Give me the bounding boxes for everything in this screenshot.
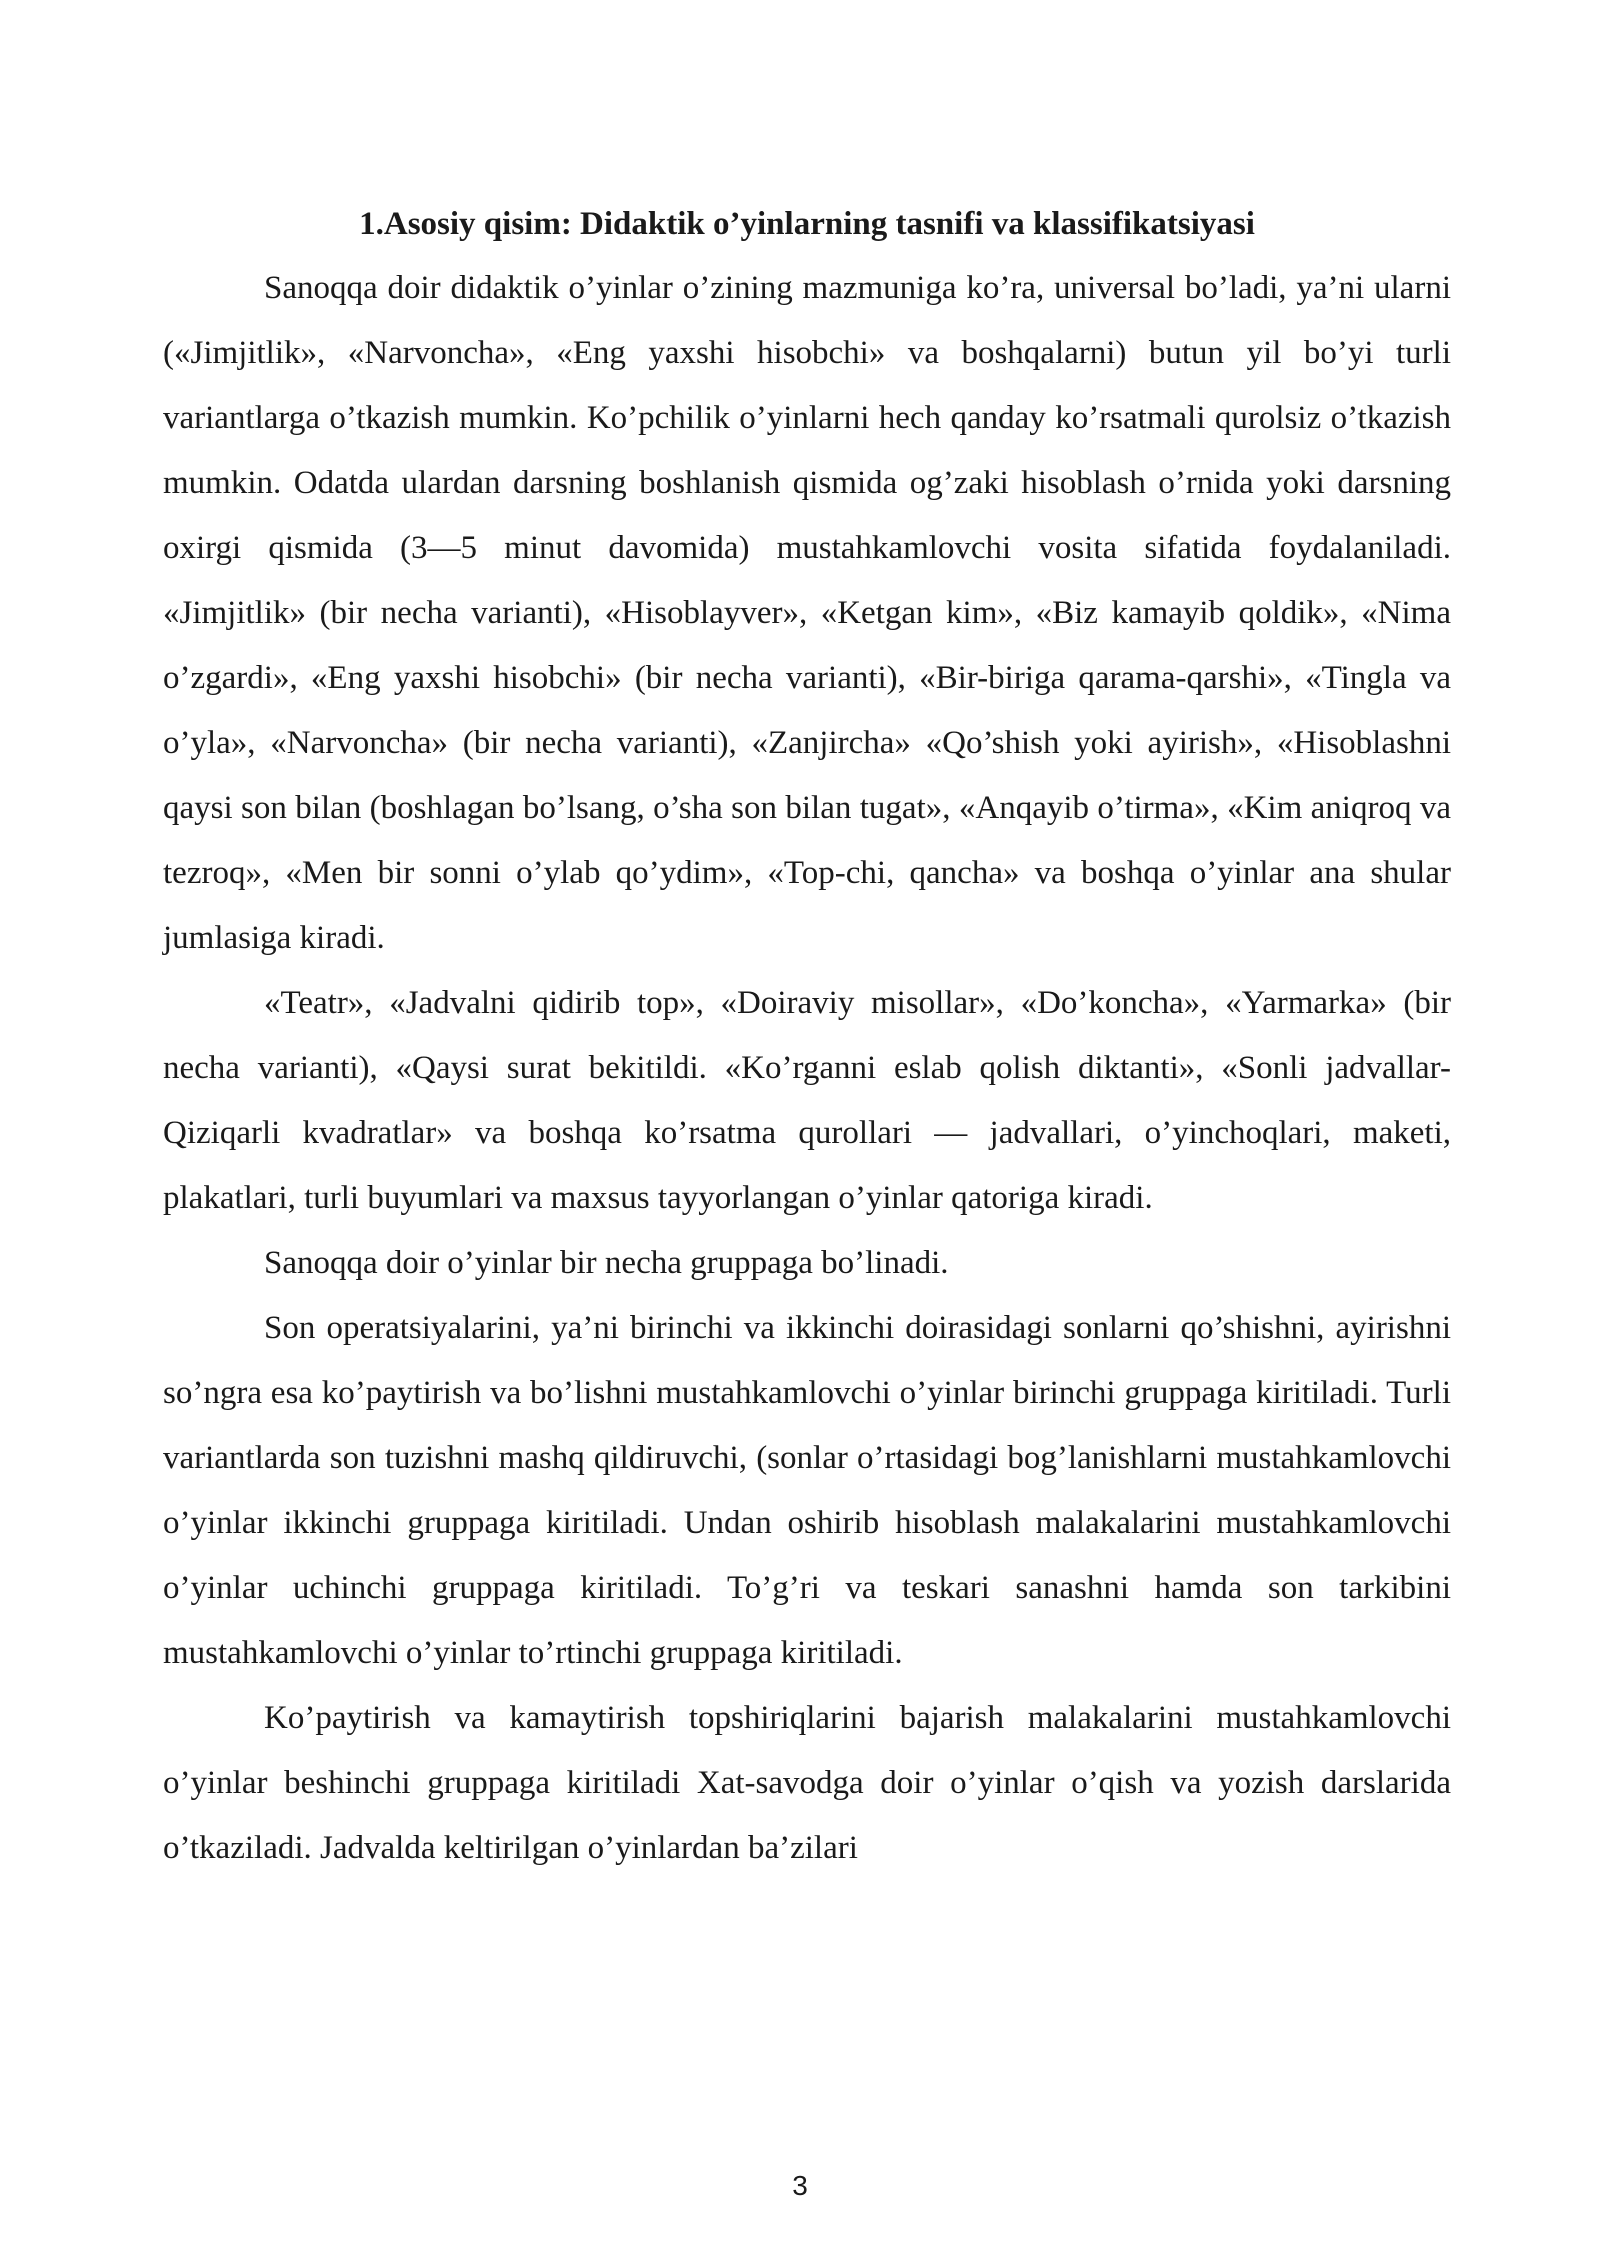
page-body (163, 192, 1451, 1881)
paragraph-group-definitions: Son operatsiyalarini, ya’ni birinchi va ikkinchi doirasidagi sonlarni qo’shishni, ayirishni so’ngra esa ko’paytirish va bo’lishni mustahkamlovchi o’yinlar birinchi gruppaga kiritiladi. Turli variantlarda son tuzishni mashq qildiruvchi, (sonlar o’rtasidagi bog’lanishlarni mustahkamlovchi o’yinlar ikkinchi gruppaga kiritiladi. Undan oshirib hisoblash malakalarini mustahkamlovchi o’yinlar uchinchi gruppaga kiritiladi. To’g’ri va teskari sanashni hamda son tarkibini mustahkamlovchi o’yinlar to’rtinchi gruppaga kiritiladi. (163, 1310, 1451, 1671)
paragraph-visual-aids: «Teatr», «Jadvalni qidirib top», «Doiraviy misollar», «Do’koncha», «Yarmarka» (bir necha varianti), «Qaysi surat bekitildi. «Ko’rganni eslab qolish diktanti», «Sonli jadvallar- Qiziqarli kvadratlar» va boshqa ko’rsatma qurollari — jadvallari, o’yinchoqlari, maketi, plakatlari, turli buyumlari va maxsus tayyorlangan o’yinlar qatoriga kiradi. (163, 985, 1451, 1216)
page-number: 3 (792, 2170, 808, 2201)
paragraph-groups-intro: Sanoqqa doir o’yinlar bir necha gruppaga bo’linadi. (264, 1245, 949, 1281)
paragraph-fifth-group: Ko’paytirish va kamaytirish topshiriqlarini bajarish malakalarini mustahkamlovchi o’yinlar beshinchi gruppaga kiritiladi Xat-savodga doir o’yinlar o’qish va yozish darslarida o’tkaziladi. Jadvalda keltirilgan o’yinlardan ba’zilari (163, 1700, 1451, 1866)
section-heading: 1.Asosiy qisim: Didaktik o’yinlarning tasnifi va klassifikatsiyasi (359, 206, 1255, 242)
paragraph-universal-games: Sanoqqa doir didaktik o’yinlar o’zining mazmuniga ko’ra, universal bo’ladi, ya’ni ularni («Jimjitlik», «Narvoncha», «Eng yaxshi hisobchi» va boshqalarni) butun yil bo’yi turli variantlarga o’tkazish mumkin. Ko’pchilik o’yinlarni hech qanday ko’rsatmali qurolsiz o’tkazish mumkin. Odatda ulardan darsning boshlanish qismida og’zaki hisoblash o’rnida yoki darsning oxirgi qismida (3—5 minut davomida) mustahkamlovchi vosita sifatida foydalaniladi. «Jimjitlik» (bir necha varianti), «Hisoblayver», «Ketgan kim», «Biz kamayib qoldik», «Nima o’zgardi», «Eng yaxshi hisobchi» (bir necha varianti), «Bir-biriga qarama-qarshi», «Tingla va o’yla», «Narvoncha» (bir necha varianti), «Zanjircha» «Qo’shish yoki ayirish», «Hisoblashni qaysi son bilan (boshlagan bo’lsang, o’sha son bilan tugat», «Anqayib o’tirma», «Kim aniqroq va tezroq», «Men bir sonni o’ylab qo’ydim», «Top-chi, qancha» va boshqa o’yinlar ana shular jumlasiga kiradi. (163, 270, 1451, 956)
